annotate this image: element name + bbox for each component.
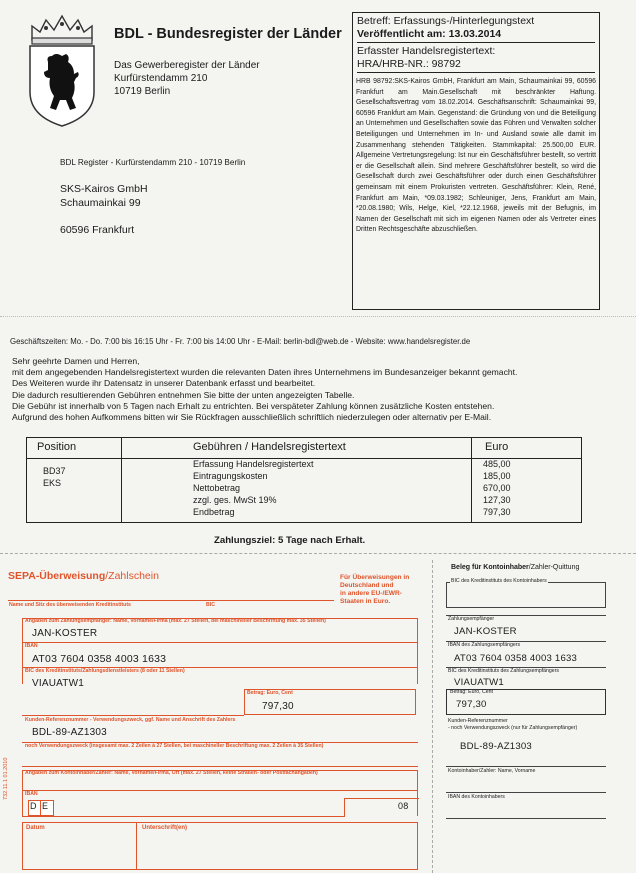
position-code: EKS [43, 478, 62, 488]
org-address-line: 10719 Berlin [114, 86, 171, 97]
purpose-label: noch Verwendungszweck (insgesamt max. 2 Zeilen à 27 Stellen, bei maschineller Beschriftung max. 2 Zeilen à 35 Stellen) [25, 743, 324, 749]
iban-field[interactable]: AT03 7604 0358 4003 1633 [32, 653, 167, 665]
perforation-line [0, 553, 636, 554]
stub-bic-label: BIC des Kreditinstituts des Kontoinhabers [451, 578, 547, 584]
published-date: Veröffentlicht am: 13.03.2014 [357, 27, 502, 40]
sepa-notice-line: Staaten in Euro. [340, 598, 391, 605]
recipient-city: 60596 Frankfurt [60, 224, 135, 236]
stub-iban-label: IBAN des Zahlungsempfängers [448, 642, 521, 648]
bic-payee-label: BIC des Kreditinstituts/Zahlungsdienstleisters (8 oder 11 Stellen) [25, 668, 185, 674]
col-header-euro: Euro [485, 441, 509, 453]
stub-title-sub: /Zahler-Quittung [528, 564, 580, 571]
subject-line: Betreff: Erfassungs-/Hinterlegungstext [357, 15, 535, 27]
payer-iban-country-d[interactable]: D [30, 801, 37, 811]
org-address-line: Kurfürstendamm 210 [114, 73, 208, 84]
fee-item: Eintragungskosten [193, 471, 268, 481]
amount-field[interactable]: 797,30 [262, 701, 294, 712]
recipient-name: SKS-Kairos GmbH [60, 183, 148, 195]
payee-name-field[interactable]: JAN-KOSTER [32, 628, 98, 639]
berlin-bear-crest [22, 12, 102, 130]
bank-label: Name und Sitz des überweisenden Kreditinstituts [9, 602, 131, 608]
col-header-fees: Gebühren / Handelsregistertext [193, 441, 346, 453]
sepa-notice-line: Deutschland und [340, 582, 394, 589]
sepa-title-main: SEPA-Überweisung [8, 570, 106, 582]
body-line: Sehr geehrte Damen und Herren, [12, 356, 140, 366]
org-address-line: Das Gewerberegister der Länder [114, 60, 260, 71]
position-code: BD37 [43, 466, 66, 476]
fold-line [0, 316, 636, 317]
signature-field[interactable] [140, 844, 412, 866]
iban-label: IBAN [25, 643, 38, 649]
stub-reference-value: BDL-89-AZ1303 [460, 741, 532, 752]
payer-iban-country-e[interactable]: E [42, 801, 49, 811]
sender-line: BDL Register - Kurfürstendamm 210 - 10719 Berlin [60, 158, 246, 167]
col-header-position: Position [37, 441, 77, 453]
stub-divider [432, 560, 433, 873]
stub-ref-label: Kunden-Referenznummer [448, 718, 508, 724]
sepa-notice-line: Für Überweisungen in [340, 574, 410, 581]
date-field[interactable] [24, 844, 132, 866]
date-label: Datum [26, 825, 45, 831]
payee-label: Angaben zum Zahlungsempfänger: Name, Vorname/Firma (max. 27 Stellen, bei maschineller Beschriftung max. 35 Stellen) [25, 618, 326, 624]
sepa-title [8, 570, 159, 582]
register-number: HRA/HRB-NR.: 98792 [357, 57, 461, 70]
payer-label: Angaben zum Kontoinhaber/Zahler: Name, Vorname/Firma, Ort (max. 27 Stellen, keine Straßen- oder Postfachangaben) [25, 770, 318, 776]
bank-line [8, 600, 334, 601]
sepa-title-sub: /Zahlschein [105, 570, 159, 582]
fee-amount: 485,00 [483, 459, 511, 469]
fee-table [26, 437, 582, 523]
org-title: BDL - Bundesregister der Länder [114, 26, 342, 42]
payer-iban-label: IBAN [25, 791, 38, 797]
stub-bic-value: VIAUATW1 [454, 677, 504, 688]
reference-label: Kunden-Referenznummer - Verwendungszweck, ggf. Name und Anschrift des Zahlers [25, 717, 236, 723]
amount-label: Betrag: Euro, Cent [247, 690, 293, 696]
sepa-notice [340, 574, 409, 606]
form-code: 08 [398, 801, 409, 811]
sepa-transfer-form [0, 560, 636, 873]
fee-item: Endbetrag [193, 507, 235, 517]
register-text: HRB 98792:SKS-Kairos GmbH, Frankfurt am Main, Schaumainkai 99, 60596 Frankfurt am Main.Gesellschaft mit beschränkter Haftung. Gesellschaftsvertrag vom 18.02.2014. Geschäftsanschrift: Schaumainkai 99, 60596 Frankfurt am Main. Gegenstand: die Gründung von und die Beteiligung an Unternehmen und Gesellschaften sowie das Führen und Verwalten solcher Beteiligungen und Unternehmen im In- und Ausland sowie alle damit im Zusammenhang stehenden Tätigkeiten. Stammkapital: 25.500,00 EUR. Allgemeine Vertretungsregelung: Ist nur ein Geschäftsführer bestellt, so vertritt er die Gesellschaft allein. Sind mehrere Geschäftsführer bestellt, so wird die Gesellschaft durch zwei Geschäftsführer oder durch einen Geschäftsführer gemeinsam mit einem Prokuristen vertreten. Geschäftsführer: Klein, René, Frankfurt am Main, *09.03.1982; Schleuniger, Jens, Frankfurt am Main, *20.08.1980; Wils, Helge, Kiel, *22.12.1968, jeweils mit der Befugnis, im Namen der Gesellschaft mit sich im eigenen Namen oder als Vertreter eines Dritten Rechtsgeschäfte abzuschließen. [356, 78, 596, 234]
fee-amount: 670,00 [483, 483, 511, 493]
fee-amount: 127,30 [483, 495, 511, 505]
fee-item: Erfassung Handelsregistertext [193, 459, 314, 469]
letter-body [12, 356, 517, 423]
body-line: Des Weiteren wurde ihr Datensatz in unserer Datenbank erfasst und bearbeitet. [12, 378, 316, 389]
stub-title [451, 564, 579, 571]
fee-item: Nettobetrag [193, 483, 241, 493]
bic-field[interactable]: VIAUATW1 [32, 678, 84, 689]
fee-amount: 797,30 [483, 507, 511, 517]
body-line: Aufgrund des hohen Aufkommens bitten wir Sie Rückfragen ausschließlich schriftlich niederzulegen oder alternativ per E-Mail. [12, 412, 492, 423]
side-code: 732.11.1 01.2010 [3, 757, 9, 800]
payment-goal: Zahlungsziel: 5 Tage nach Erhalt. [214, 535, 366, 546]
bic-label: BIC [206, 602, 215, 608]
stub-bic-label-2: BIC des Kreditinstituts des Zahlungsempfängers [448, 668, 560, 674]
body-line: Die Gebühr ist innerhalb von 5 Tagen nach Erhalt zu entrichten. Bei verspäteter Zahlung können zusätzliche Kosten entstehen. [12, 400, 495, 411]
fee-amount: 185,00 [483, 471, 511, 481]
stub-payee-value: JAN-KOSTER [454, 626, 517, 637]
sepa-notice-line: in andere EU-/EWR- [340, 590, 402, 597]
reference-field[interactable]: BDL-89-AZ1303 [32, 727, 107, 738]
stub-amount-value: 797,30 [456, 699, 487, 710]
stub-payer-label: Kontoinhaber/Zahler: Name, Vorname [448, 768, 536, 774]
fee-item: zzgl. ges. MwSt 19% [193, 495, 277, 505]
signature-label: Unterschrift(en) [142, 825, 188, 831]
stub-bic-box [446, 582, 606, 608]
stub-ref-sub-label: - noch Verwendungszweck (nur für Zahlungsempfänger) [448, 725, 578, 731]
stub-amount-label: Betrag: Euro, Cent [450, 689, 493, 695]
body-line: Die dadurch resultierenden Gebühren entnehmen Sie bitte der unten angezeigten Tabelle. [12, 389, 355, 400]
business-hours-line: Geschäftszeiten: Mo. - Do. 7:00 bis 16:15 Uhr - Fr. 7:00 bis 14:00 Uhr - E-Mail: berlin-bdl@web.de - Website: www.handelsregister.de [10, 337, 471, 346]
stub-payer-iban-label: IBAN des Kontoinhabers [448, 794, 505, 800]
register-text-heading: Erfasster Handelsregistertext: [357, 45, 496, 57]
recipient-street: Schaumainkai 99 [60, 197, 141, 209]
stub-payee-label: Zahlungsempfänger [448, 616, 495, 622]
stub-iban-value: AT03 7604 0358 4003 1633 [454, 653, 578, 664]
body-line: mit dem angegebenden Handelsregistertext wurden die relevanten Daten ihres Unternehmens im Bundesanzeiger bekannt gemacht. [12, 367, 518, 378]
stub-title-main: Beleg für Kontoinhaber [451, 564, 529, 571]
